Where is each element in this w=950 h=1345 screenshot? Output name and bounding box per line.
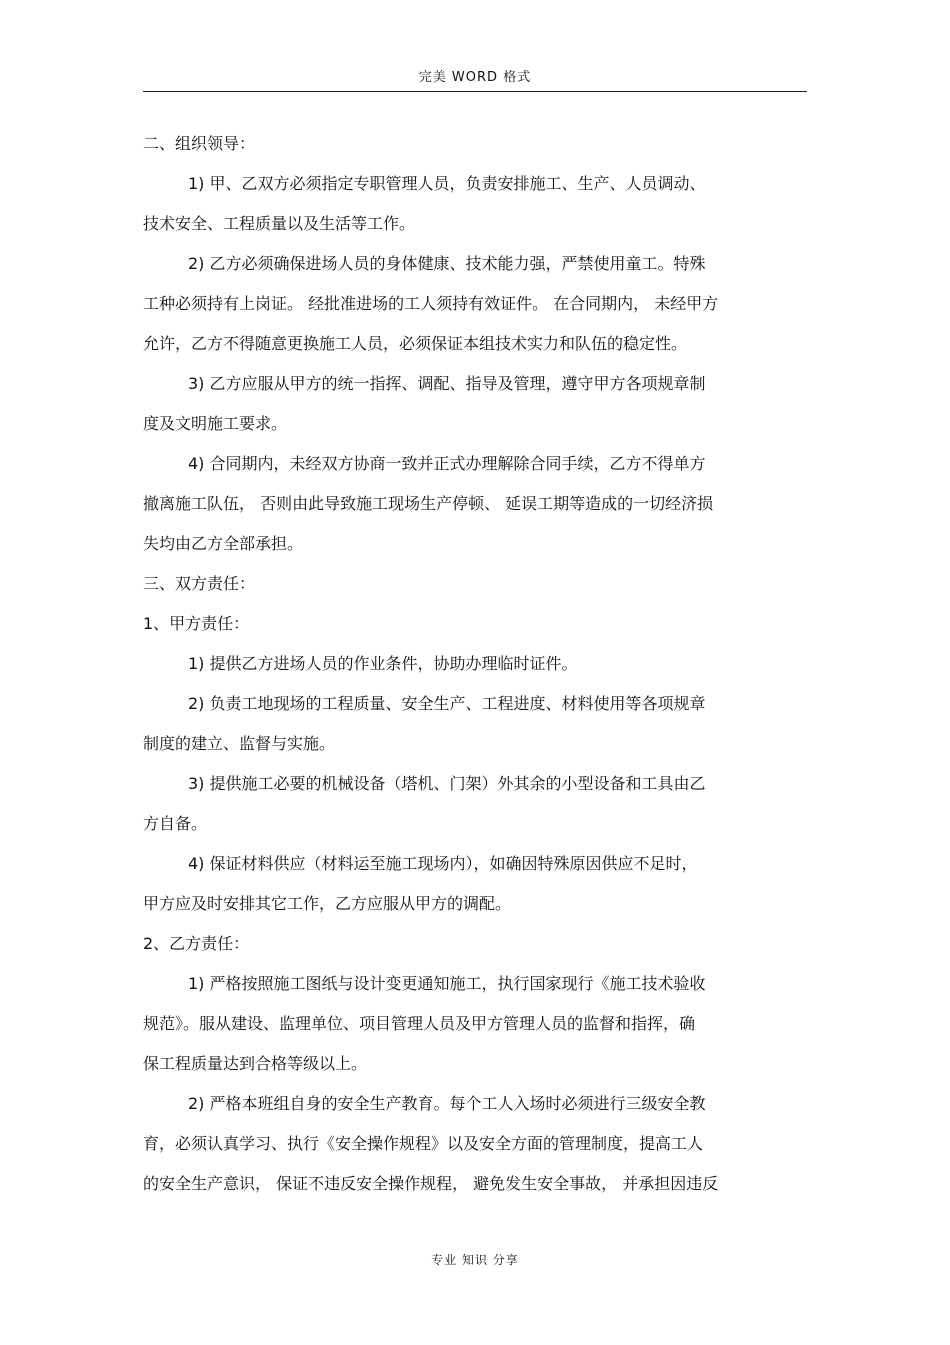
paragraph [143,964,807,1084]
paragraph [143,1084,807,1204]
paragraph-line: 3) 乙方应服从甲方的统一指挥、调配、指导及管理，遵守甲方各项规章制 [188,374,706,393]
paragraph-line: 二、组织领导： [143,134,256,153]
paragraph [143,364,807,444]
paragraph-line: 1、甲方责任： [143,614,250,633]
paragraph-line: 1) 提供乙方进场人员的作业条件，协助办理临时证件。 [188,654,578,673]
paragraph-line: 1) 严格按照施工图纸与设计变更通知施工，执行国家现行《施工技术验收 [188,974,706,993]
paragraph [143,844,807,924]
paragraph-line: 2) 乙方必须确保进场人员的身体健康、技术能力强，严禁使用童工。特殊 [188,254,706,273]
paragraph-line: 3) 提供施工必要的机械设备（塔机、门架）外其余的小型设备和工具由乙 [188,774,706,793]
paragraph [143,924,807,964]
paragraph [143,764,807,844]
paragraph [143,644,807,684]
paragraph-line: 撤离施工队伍， 否则由此导致施工现场生产停顿、 延误工期等造成的一切经济损 [143,494,714,513]
paragraph [143,124,807,164]
paragraph-line: 2) 负责工地现场的工程质量、安全生产、工程进度、材料使用等各项规章 [188,694,706,713]
paragraph-line: 4) 合同期内，未经双方协商一致并正式办理解除合同手续，乙方不得单方 [188,454,706,473]
header-divider [143,91,807,92]
paragraph [143,444,807,564]
paragraph-line: 工种必须持有上岗证。 经批准进场的工人须持有效证件。 在合同期内， 未经甲方 [143,294,719,313]
paragraph-line: 方自备。 [143,814,208,833]
paragraph-line: 三、双方责任： [143,574,256,593]
paragraph [143,684,807,764]
paragraph-line: 允许，乙方不得随意更换施工人员，必须保证本组技术实力和队伍的稳定性。 [143,334,688,353]
paragraph [143,164,807,244]
paragraph-line: 度及文明施工要求。 [143,414,288,433]
paragraph-line: 育，必须认真学习、执行《安全操作规程》以及安全方面的管理制度，提高工人 [143,1134,704,1153]
paragraph [143,564,807,604]
document-body [143,124,807,1204]
paragraph-line: 技术安全、工程质量以及生活等工作。 [143,214,416,233]
paragraph [143,244,807,364]
paragraph-line: 保工程质量达到合格等级以上。 [143,1054,368,1073]
paragraph-line: 2、乙方责任： [143,934,250,953]
paragraph-line: 4) 保证材料供应（材料运至施工现场内），如确因特殊原因供应不足时， [188,854,698,873]
paragraph-line: 2) 严格本班组自身的安全生产教育。每个工人入场时必须进行三级安全教 [188,1094,706,1113]
paragraph-line: 规范》。服从建设、监理单位、项目管理人员及甲方管理人员的监督和指挥，确 [143,1014,696,1033]
paragraph-line: 甲方应及时安排其它工作，乙方应服从甲方的调配。 [143,894,512,913]
page-footer: 专业 知识 分享 [431,1253,519,1267]
paragraph-line: 1) 甲、乙双方必须指定专职管理人员，负责安排施工、生产、人员调动、 [188,174,706,193]
paragraph-line: 失均由乙方全部承担。 [143,534,304,553]
paragraph-line: 制度的建立、监督与实施。 [143,734,336,753]
paragraph-line: 的安全生产意识， 保证不违反安全操作规程， 避免发生安全事故， 并承担因违反 [143,1174,719,1193]
page-header: 完美 WORD 格式 [418,70,532,85]
paragraph [143,604,807,644]
